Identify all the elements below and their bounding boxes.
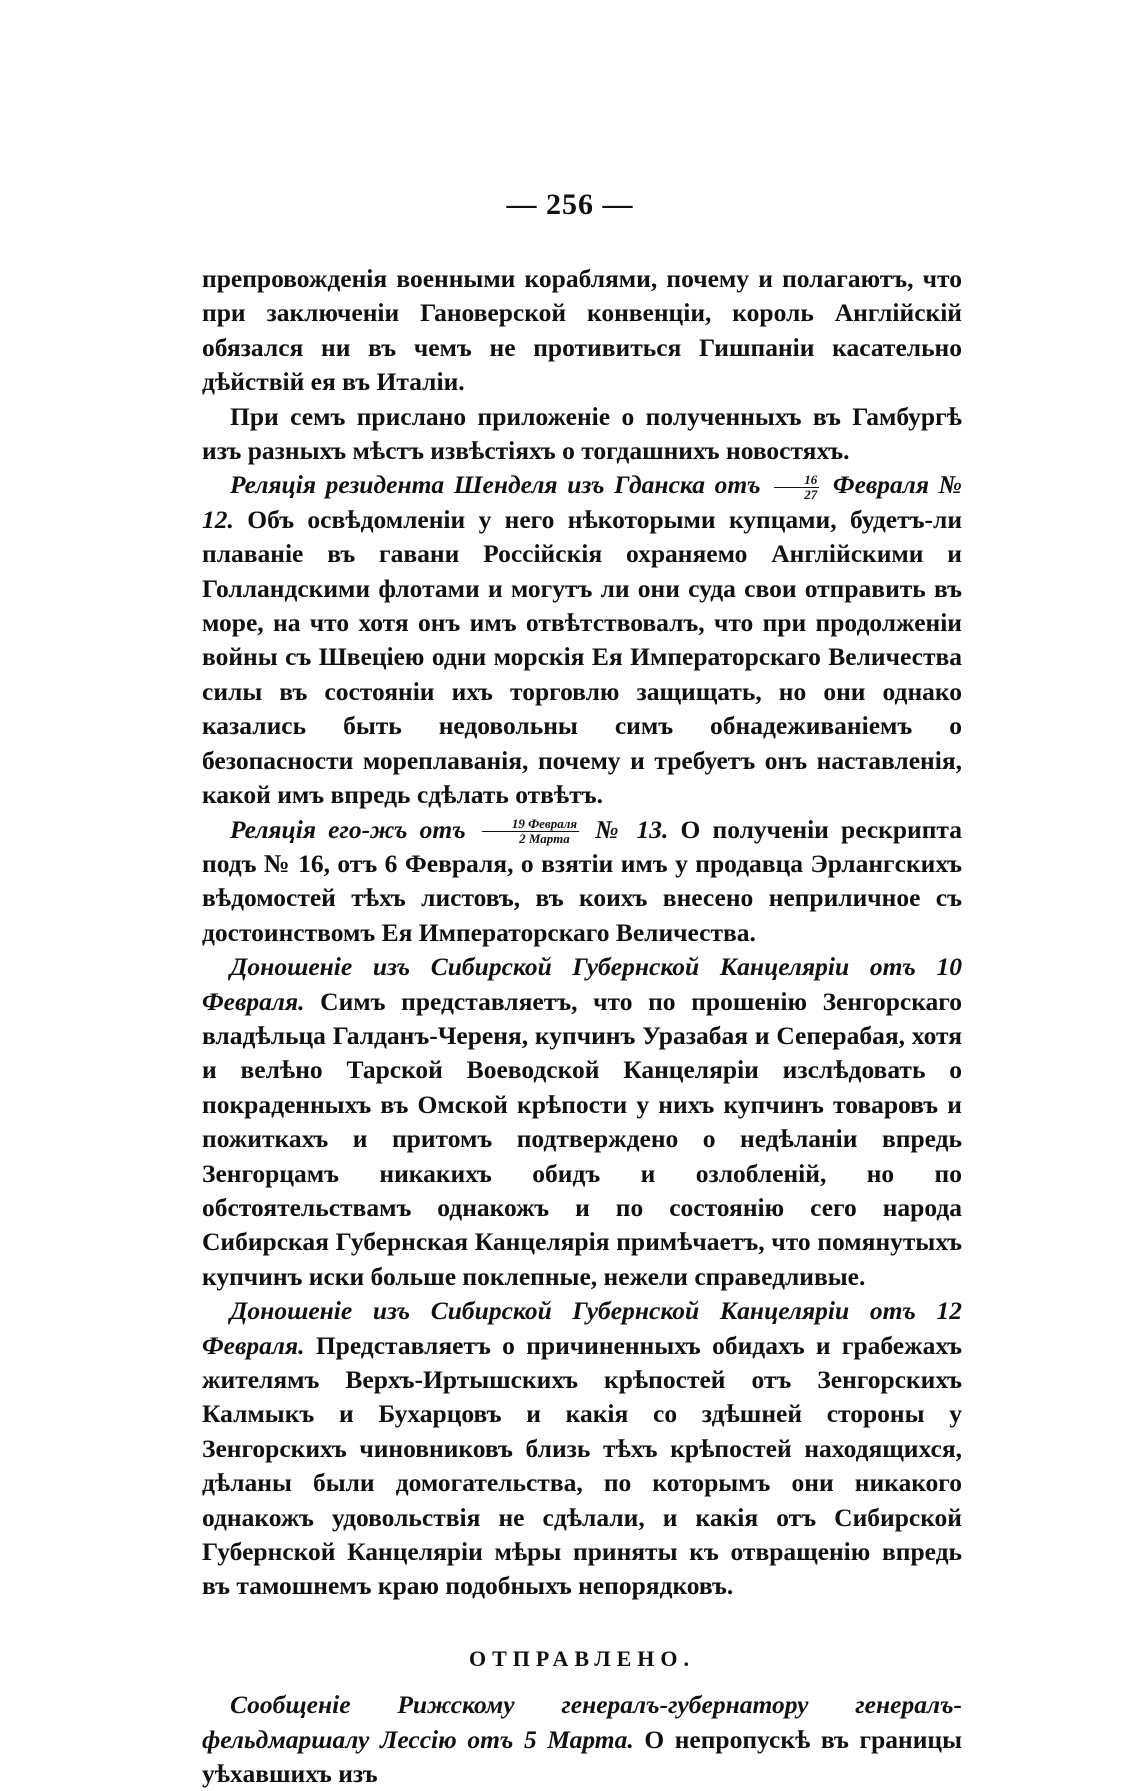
paragraph-continued: препровожденія военными кораблями, почему и полагаютъ, что при заключеніи Гановерской конвенціи, король Англійскій обязался ни въ чемъ не противиться Гишпаніи касательно дѣйствій ея въ Италіи. — [202, 264, 962, 397]
fraction-numerator: 16 — [774, 473, 819, 488]
entry-heading-number: Февраля № 12. — [202, 470, 963, 534]
entry-heading: Доношеніе изъ Сибирской Губернской Канцеляріи отъ 12 Февраля. — [202, 1296, 962, 1360]
date-fraction — [482, 817, 579, 846]
entry-heading: Сообщеніе Рижскому генералъ-губернатору генералъ-фельдмаршалу Лессію отъ 5 Марта. — [202, 1690, 962, 1754]
entry-heading: Реляція его-жъ отъ — [230, 814, 466, 844]
entry-body: Объ освѣдомленіи у него нѣкоторыми купцами, будетъ-ли плаваніе въ гавани Россійскія охраняемо Англійскими и Голландскими флотами и могутъ ли они суда свои отправить въ море, на что хотя онъ имъ отвѣтствовалъ, что при продолженіи войны съ Швеціею одни морскія Ея Императорскаго Величества силы въ состояніи ихъ торговлю защищать, но они однако казались быть недовольны симъ обнадеживаніемъ о безопасности мореплаванія, почему и требуетъ онъ наставленія, какой имъ впредь сдѣлать отвѣтъ. — [202, 504, 963, 810]
entry-report-12-feb — [202, 1294, 962, 1604]
entry-heading-number: № 13. — [595, 814, 669, 844]
entry-body: О полученіи рескрипта подъ № 16, отъ 6 Февраля, о взятіи имъ у продавца Эрлангскихъ вѣдомостей тѣхъ листовъ, въ коихъ внесено неприличное съ достоинствомъ Ея Императорскаго Величества. — [202, 814, 962, 947]
entry-relation-same — [202, 813, 962, 951]
fraction-denominator: 27 — [804, 487, 818, 503]
date-fraction — [774, 473, 819, 502]
entry-relation-shendel — [202, 468, 962, 812]
entry-heading: Доношеніе изъ Сибирской Губернской Канцеляріи отъ 10 Февраля. — [202, 952, 962, 1016]
entry-communication-lessy — [202, 1688, 962, 1791]
paragraph-attachment: При семъ прислано приложеніе о полученныхъ въ Гамбургѣ изъ разныхъ мѣстъ извѣстіяхъ о тогдашнихъ новостяхъ. — [202, 401, 962, 466]
entry-heading: Реляція резидента Шенделя изъ Гданска отъ — [230, 470, 761, 500]
entry-body: Симъ представляетъ, что по прошенію Зенгорскаго владѣльца Галданъ-Череня, купчинъ Уразабая и Сеперабая, хотя и велѣно Тарской Воеводской Канцеляріи изслѣдовать о покраденныхъ въ Омской крѣпости у нихъ купчинъ товаровъ и пожиткахъ и притомъ подтверждено о недѣланіи впредь Зенгорцамъ никакихъ обидъ и озлобленій, но по обстоятельствамъ однакожъ и по состоянію сего народа Сибирская Губернская Канцелярія примѣчаетъ, что помянутыхъ купчинъ иски больше поклепные, нежели справедливые. — [202, 986, 963, 1291]
entry-body: Представляетъ о причиненныхъ обидахъ и грабежахъ жителямъ Верхъ-Иртышскихъ крѣпостей отъ Зенгорскихъ Калмыкъ и Бухарцовъ и какія со здѣшней стороны у Зенгорскихъ чиновниковъ близь тѣхъ крѣпостей находящихся, дѣланы были домогательства, по которымъ они никакого однакожъ удовольствія не сдѣлали, и какія отъ Сибирской Губернской Канцеляріи мѣры приняты къ отвращенію впредь въ тамошнемъ краю подобныхъ непорядковъ. — [202, 1330, 963, 1601]
page-number: — 256 — — [506, 188, 634, 221]
section-heading: ОТПРАВЛЕНО. — [468, 1645, 696, 1671]
fraction-numerator: 19 Февраля — [482, 817, 579, 832]
entry-report-10-feb — [202, 950, 962, 1294]
entry-body: О непропускѣ въ границы уѣхавшихъ изъ — [202, 1724, 963, 1789]
fraction-denominator: 2 Марта — [519, 831, 570, 847]
body-text — [202, 262, 962, 1791]
